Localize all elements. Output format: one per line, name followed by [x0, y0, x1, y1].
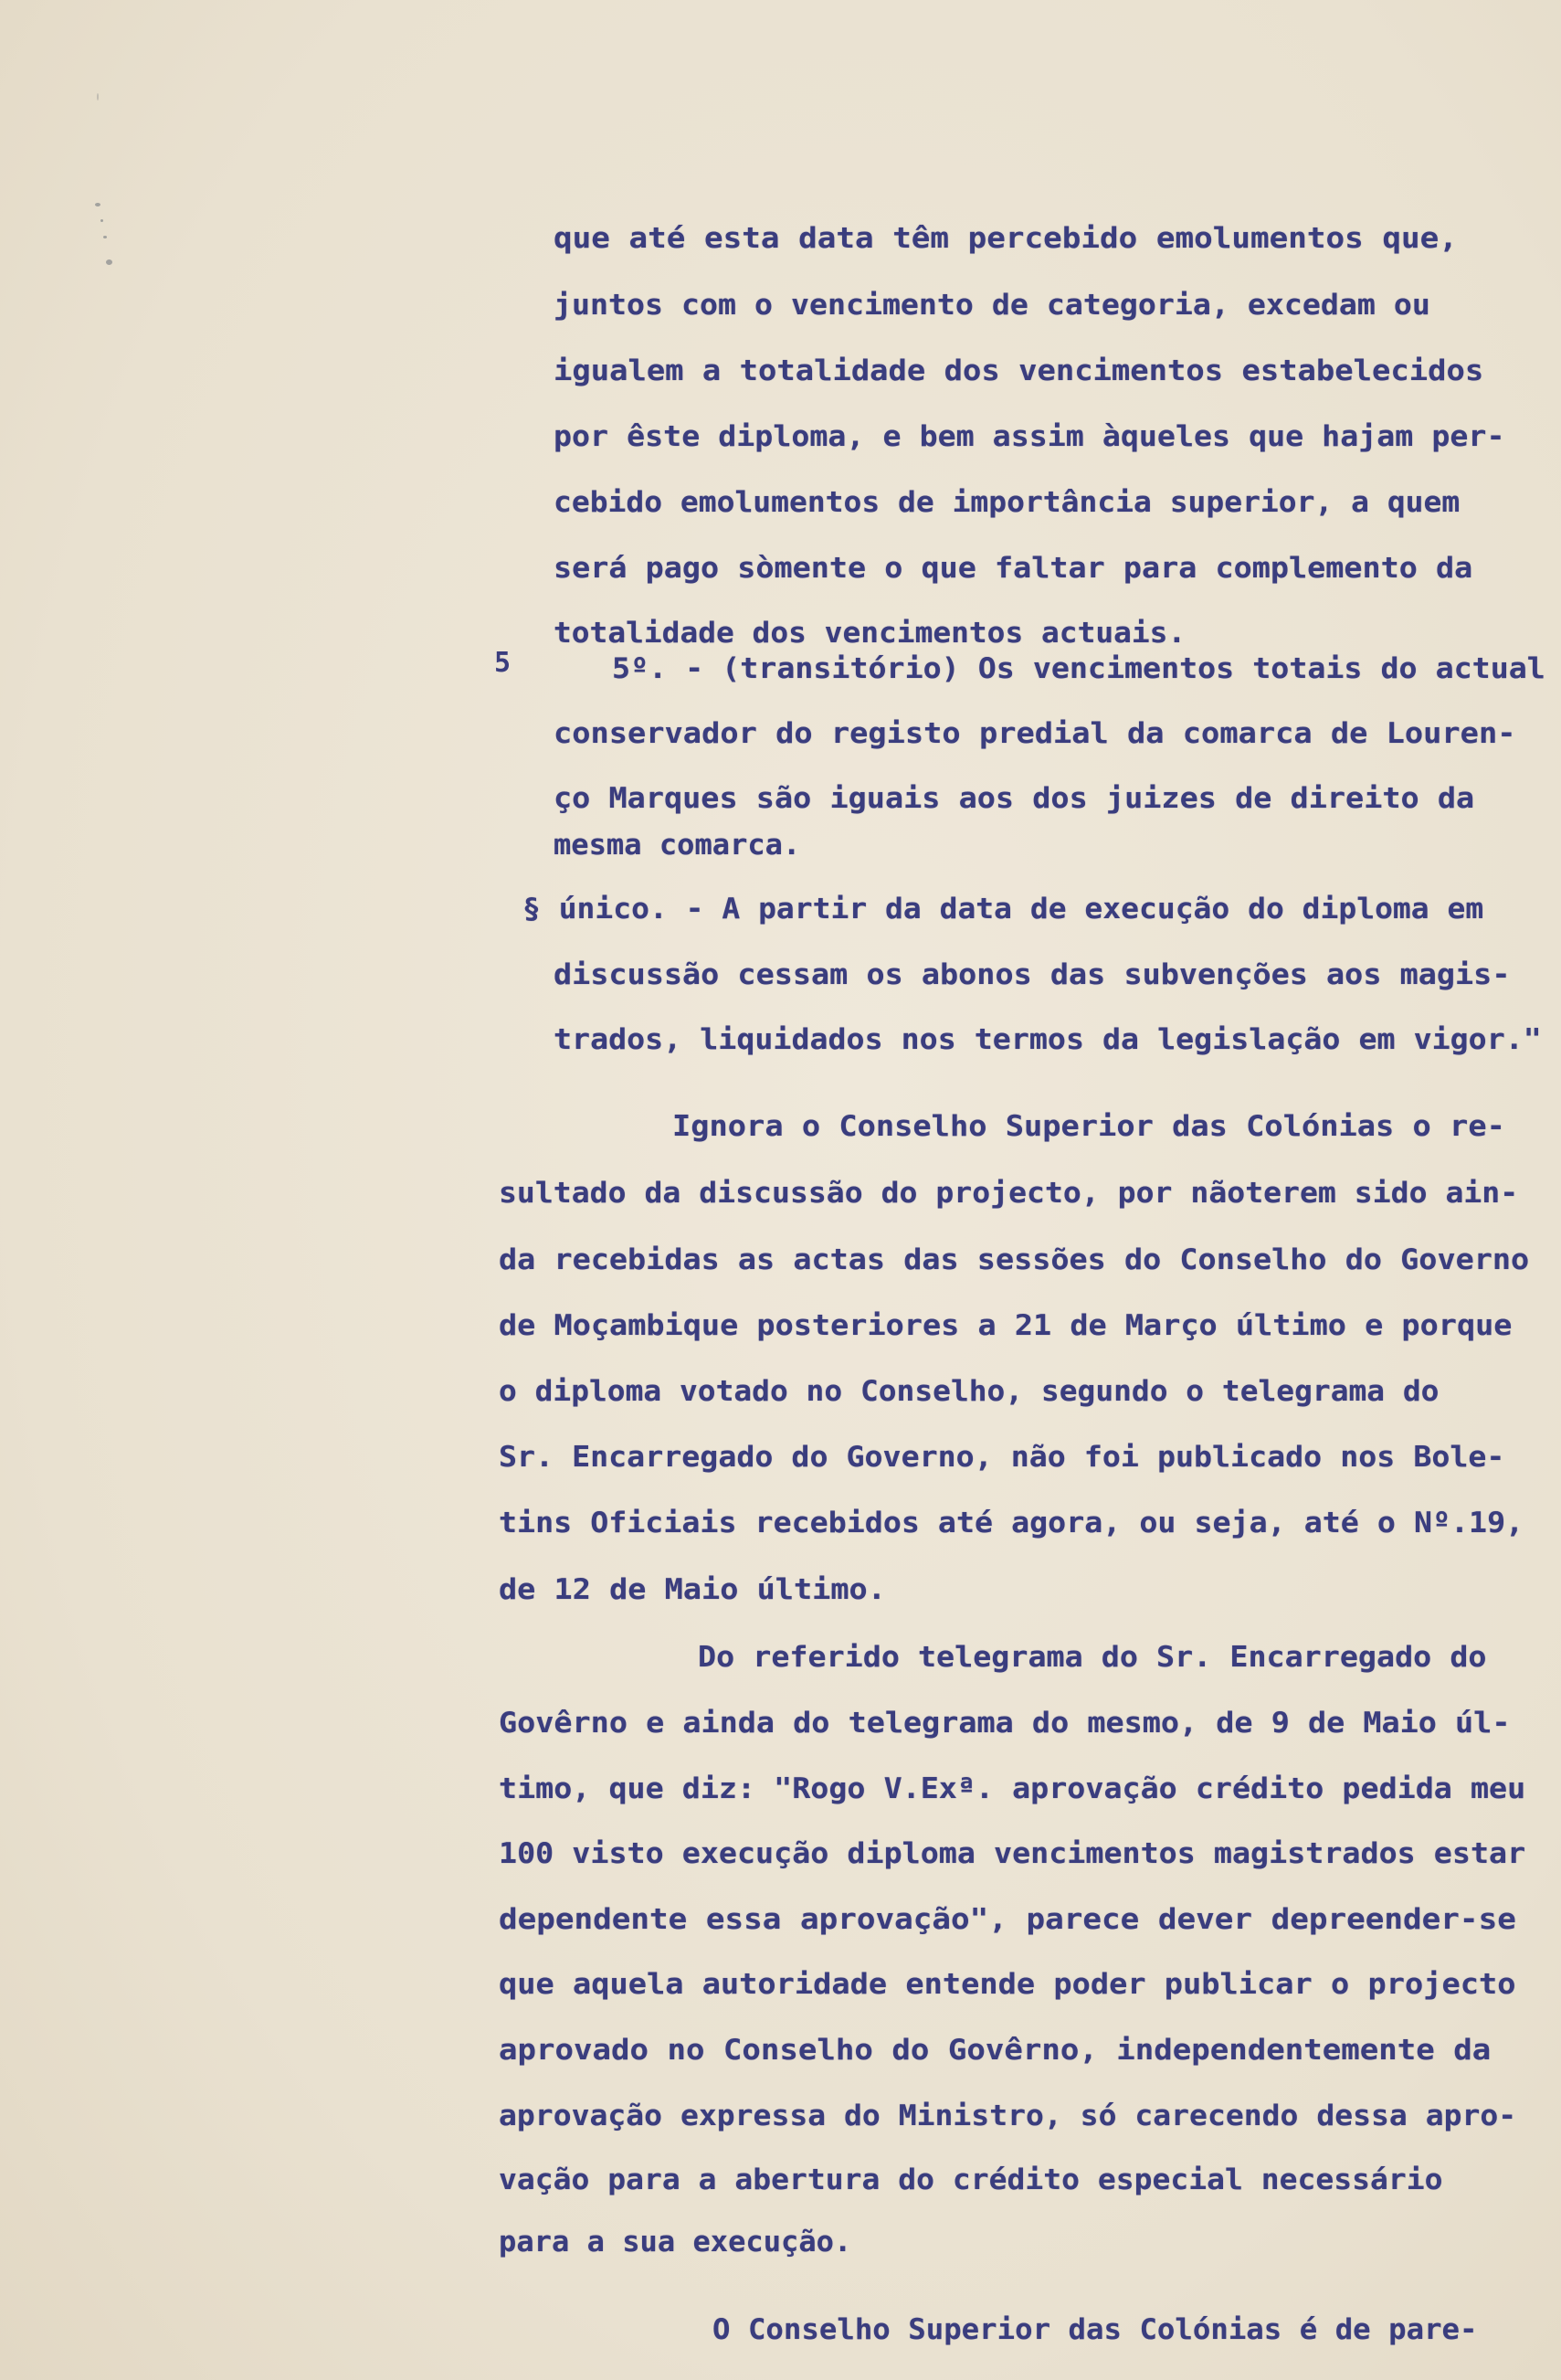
text-line: trados, liquidados nos termos da legislação em vigor.": [554, 1023, 1542, 1056]
text-line: O Conselho Superior das Colónias é de pare-: [712, 2313, 1478, 2346]
text-line: o diploma votado no Conselho, segundo o telegrama do: [499, 1375, 1440, 1408]
text-line: mesma comarca.: [554, 829, 801, 862]
text-line: da recebidas as actas das sessões do Conselho do Governo: [499, 1243, 1530, 1276]
ink-speck: [100, 219, 103, 222]
text-line: totalidade dos vencimentos actuais.: [554, 617, 1187, 650]
text-line: de Moçambique posteriores a 21 de Março último e porque: [499, 1309, 1513, 1342]
text-line: timo, que diz: "Rogo V.Exª. aprovação crédito pedida meu: [499, 1772, 1526, 1805]
text-line: Do referido telegrama do Sr. Encarregado do: [698, 1641, 1487, 1674]
ink-speck: [95, 203, 100, 206]
text-line: aprovação expressa do Ministro, só carecendo dessa apro-: [499, 2100, 1517, 2132]
text-line: 100 visto execução diploma vencimentos magistrados estar: [499, 1837, 1526, 1870]
text-line: § único. - A partir da data de execução do diploma em: [522, 893, 1484, 926]
text-line: 5º. - (transitório) Os vencimentos totais do actual: [612, 652, 1545, 685]
text-line: para a sua execução.: [499, 2226, 852, 2258]
text-line: que até esta data têm percebido emolumentos que,: [554, 222, 1458, 255]
text-line: ço Marques são iguais aos dos juizes de direito da: [554, 782, 1475, 815]
text-line: discussão cessam os abonos das subvenções aos magis-: [554, 958, 1511, 991]
text-line: de 12 de Maio último.: [499, 1573, 886, 1606]
ink-speck: [106, 259, 112, 265]
text-line: cebido emolumentos de importância superior, a quem: [554, 486, 1461, 519]
text-line: que aquela autoridade entende poder publicar o projecto: [499, 1968, 1516, 2001]
text-line: sultado da discussão do projecto, por nãoterem sido ain-: [499, 1177, 1519, 1210]
text-line: vação para a abertura do crédito especial necessário: [499, 2163, 1443, 2196]
text-line: conservador do registo predial da comarca de Louren-: [554, 717, 1516, 750]
text-line: dependente essa aprovação", parece dever depreender-se: [499, 1903, 1516, 1936]
ink-speck: [97, 93, 99, 100]
text-line: tins Oficiais recebidos até agora, ou seja, até o Nº.19,: [499, 1507, 1524, 1539]
text-line: será pago sòmente o que faltar para complemento da: [554, 552, 1473, 585]
text-line: Sr. Encarregado do Governo, não foi publicado nos Bole-: [499, 1441, 1505, 1474]
margin-number: 5: [494, 647, 512, 679]
text-line: Govêrno e ainda do telegrama do mesmo, de 9 de Maio úl-: [499, 1707, 1511, 1740]
text-line: juntos com o vencimento de categoria, excedam ou: [554, 289, 1430, 322]
text-line: Ignora o Conselho Superior das Colónias o re-: [672, 1110, 1505, 1143]
text-line: igualem a totalidade dos vencimentos estabelecidos: [554, 354, 1484, 387]
ink-speck: [103, 236, 107, 238]
text-line: por êste diploma, e bem assim àqueles que hajam per-: [554, 420, 1505, 453]
text-line: aprovado no Conselho do Govêrno, independentemente da: [499, 2034, 1492, 2067]
